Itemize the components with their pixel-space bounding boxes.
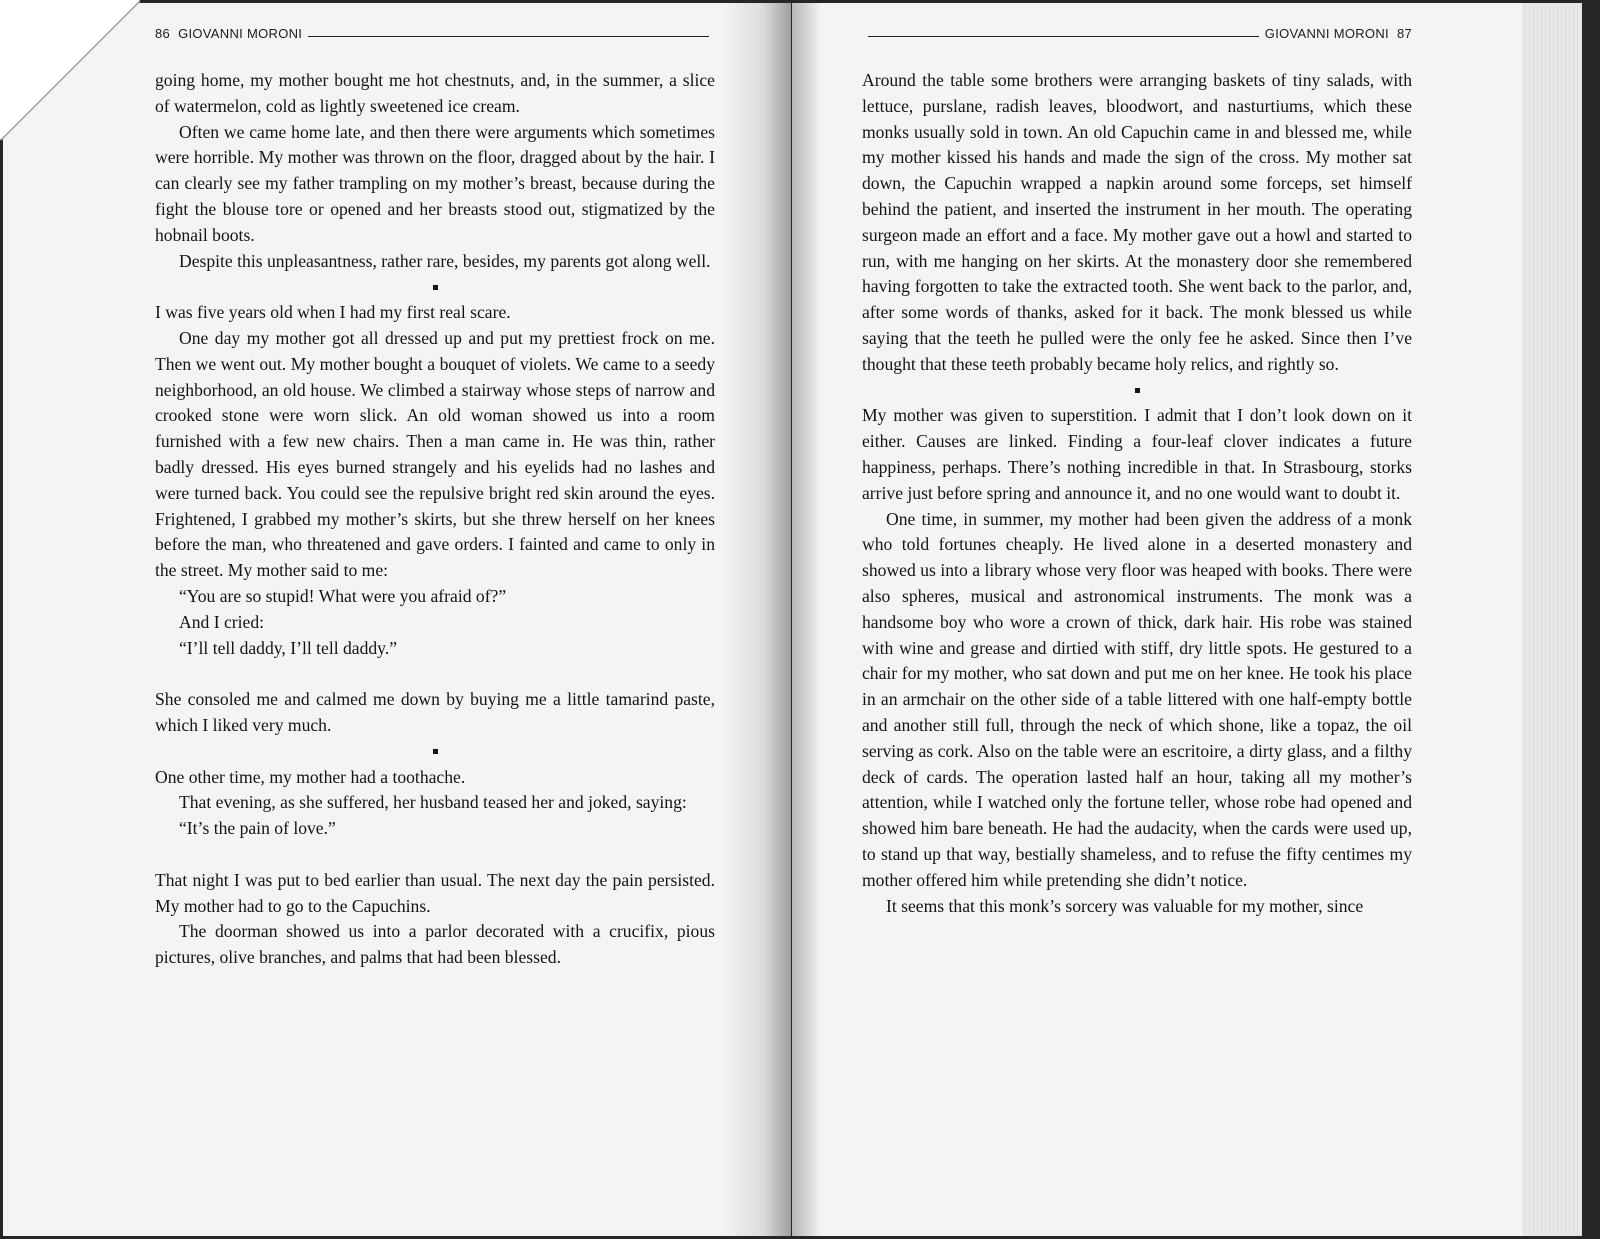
left-page — [3, 3, 791, 1236]
paragraph: Often we came home late, and then there were arguments which sometimes were horrible. My mother was thrown on the floor, dragged about by the hair. I can clearly see my father trampling on my mother’s breast, because during the fight the blouse tore or opened and her breasts stood out, stigmatized by the hobnail boots. — [155, 121, 715, 245]
separator-dot — [1135, 388, 1140, 393]
section-separator — [155, 274, 715, 300]
right-page-text — [862, 68, 1412, 919]
gutter-shadow — [792, 3, 822, 1236]
paragraph: Around the table some brothers were arranging baskets of tiny salads, with lettuce, purslane, radish leaves, bloodwort, and nasturtiums, which these monks usually sold in town. An old Capuchin came in and blessed me, while my mother kissed his hands and made the sign of the cross. My mother sat down, the Capuchin wrapped a napkin around some forceps, set himself behind the patient, and inserted the instrument in her mouth. The operating surgeon made an effort and a face. My mother gave out a howl and started to run, with me hanging on her skirts. At the monastery door she remembered having forgotten to take the extracted tooth. She went back to the parlor, and, after some words of thanks, asked for it back. The monk blessed us while saying that the teeth he pulled were the only fee he asked. Since then I’ve thought that these teeth probably became holy relics, and rightly so. — [862, 70, 1412, 374]
paragraph: going home, my mother bought me hot chestnuts, and, in the summer, a slice of watermelon, cold as lightly sweetened ice cream. — [155, 70, 715, 116]
paragraph: And I cried: — [179, 611, 265, 632]
right-running-head — [862, 21, 1412, 41]
separator-dot — [433, 749, 438, 754]
right-running-title: GIOVANNI MORONI — [1264, 26, 1389, 41]
paragraph: “I’ll tell daddy, I’ll tell daddy.” — [179, 637, 398, 658]
left-page-number: 86 — [155, 26, 171, 41]
paragraph: I was five years old when I had my first real scare. — [155, 302, 511, 323]
paragraph: That night I was put to bed earlier than usual. The next day the pain persisted. My mother had to go to the Capuchins. — [155, 869, 715, 916]
header-rule — [868, 36, 1259, 37]
paragraph: My mother was given to superstition. I admit that I don’t look down on it either. Causes are linked. Finding a four-leaf clover indicates a future happiness, perhaps. There’s nothing incredible in that. In Strasbourg, storks arrive just before spring and announce it, and no one would want to doubt it. — [862, 405, 1412, 503]
header-rule — [308, 36, 709, 37]
right-page-number: 87 — [1396, 26, 1412, 41]
paragraph: One day my mother got all dressed up and put my prettiest frock on me. Then we went out. My mother bought a bouquet of violets. We came to a seedy neighborhood, an old house. We climbed a stairway whose steps of narrow and crooked stone were worn slick. An old woman showed us into a room furnished with a few new chairs. Then a man came in. He was thin, rather badly dressed. His eyes burned strangely and his eyelids had no lashes and were turned back. You could see the repulsive bright red skin around the eyes. Frightened, I grabbed my mother’s skirts, but she threw herself on her knees before the man, who threatened and gave orders. I fainted and came to only in the street. My mother said to me: — [155, 327, 715, 581]
paragraph: The doorman showed us into a parlor decorated with a crucifix, pious pictures, olive branches, and palms that had been blessed. — [155, 921, 715, 968]
folded-corner — [0, 0, 140, 140]
paragraph: “You are so stupid! What were you afraid of?” — [179, 585, 507, 606]
paragraph: Despite this unpleasantness, rather rare, besides, my parents got along well. — [179, 250, 711, 271]
page-edges — [1522, 3, 1582, 1236]
gutter-shadow — [721, 3, 791, 1236]
paragraph: She consoled me and calmed me down by buying me a little tamarind paste, which I liked very much. — [155, 689, 715, 735]
paragraph: It seems that this monk’s sorcery was valuable for my mother, since — [886, 895, 1364, 916]
right-page — [792, 3, 1582, 1236]
paragraph: One other time, my mother had a toothache. — [155, 766, 466, 787]
section-separator — [862, 378, 1412, 404]
paragraph: One time, in summer, my mother had been given the address of a monk who told fortunes cheaply. He lived alone in a deserted monastery and showed us into a library whose very floor was heaped with books. There were also spheres, musical and astronomical instruments. The monk was a handsome boy who wore a crown of thick, dark hair. His robe was stained with wine and grease and dirtied with stiff, dry little spots. He gestured to a chair for my mother, who sat down and put me on her knee. He took his place in an armchair on the other side of a table littered with one half-empty bottle and another still full, through the neck of which shone, like a topaz, the oil serving as cork. Also on the table were an escritoire, a dirty glass, and a filthy deck of cards. The operation lasted half an hour, taking all my mother’s attention, while I watched only the fortune teller, whose robe had opened and showed him bare beneath. He had the audacity, when the cards were used up, to stand up that way, bestially shameless, and to refuse the fifty centimes my mother offered him while pretending she didn’t notice. — [862, 508, 1412, 890]
separator-dot — [433, 285, 438, 290]
section-separator — [155, 739, 715, 765]
paragraph: That evening, as she suffered, her husband teased her and joked, saying: — [179, 792, 687, 813]
paragraph: “It’s the pain of love.” — [179, 818, 336, 839]
left-page-text — [155, 68, 715, 971]
left-running-title: GIOVANNI MORONI — [178, 26, 303, 41]
left-running-head — [155, 21, 715, 41]
